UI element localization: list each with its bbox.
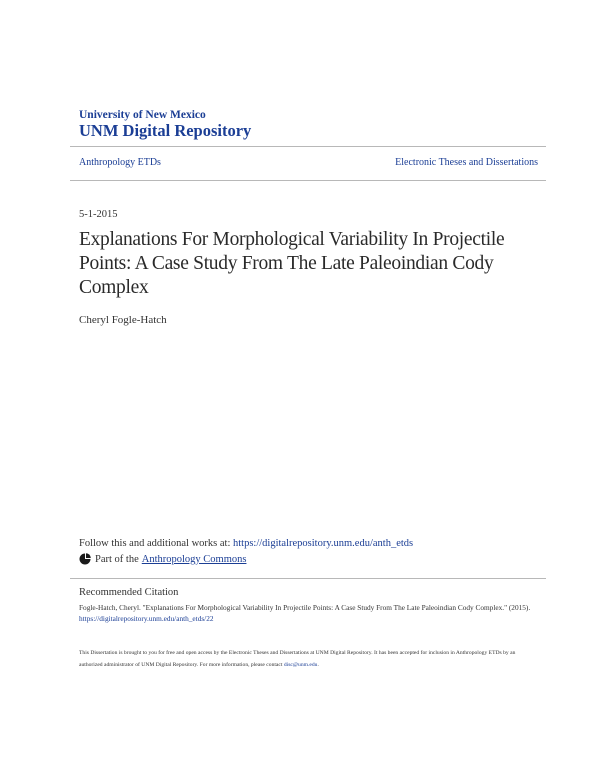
citation-body: Fogle-Hatch, Cheryl. "Explanations For Morphological Variability In Projectile Points: A Case Study From The Late Paleoindian Cody Complex." (2015). bbox=[79, 603, 531, 612]
follow-line bbox=[79, 538, 413, 549]
citation-url-link[interactable]: https://digitalrepository.unm.edu/anth_etds/22 bbox=[79, 614, 214, 623]
follow-url-link[interactable]: https://digitalrepository.unm.edu/anth_etds bbox=[233, 538, 414, 549]
citation-text bbox=[79, 602, 539, 624]
publication-date: 5-1-2015 bbox=[79, 209, 118, 220]
commons-icon bbox=[79, 553, 91, 565]
notice-suffix: . bbox=[317, 662, 319, 668]
document-title: Explanations For Morphological Variability In Projectile Points: A Case Study From The Late Paleoindian Cody Complex bbox=[79, 229, 505, 298]
part-of-line bbox=[79, 553, 246, 565]
follow-prefix: Follow this and additional works at: bbox=[79, 538, 233, 549]
institution-name[interactable]: University of New Mexico bbox=[79, 109, 206, 121]
anthropology-etds-link[interactable]: Anthropology ETDs bbox=[79, 157, 161, 168]
electronic-theses-link[interactable]: Electronic Theses and Dissertations bbox=[395, 157, 538, 168]
notice-body: This Dissertation is brought to you for free and open access by the Electronic Theses and Dissertations at UNM Digital Repository. It has been accepted for inclusion in Anthropology ETDs by an authorized administrator of UNM Digital Repository. For more information, please contact bbox=[79, 650, 516, 668]
anthropology-commons-link[interactable]: Anthropology Commons bbox=[141, 553, 247, 565]
repository-name[interactable]: UNM Digital Repository bbox=[79, 121, 252, 140]
nav-divider bbox=[70, 180, 546, 181]
part-of-prefix: Part of the bbox=[95, 553, 139, 565]
contact-email-link[interactable]: disc@unm.edu bbox=[283, 662, 318, 668]
access-notice bbox=[79, 647, 527, 671]
author-name: Cheryl Fogle-Hatch bbox=[79, 314, 167, 326]
recommended-citation-heading: Recommended Citation bbox=[79, 587, 179, 598]
citation-divider bbox=[70, 578, 546, 579]
header-divider bbox=[70, 146, 546, 147]
